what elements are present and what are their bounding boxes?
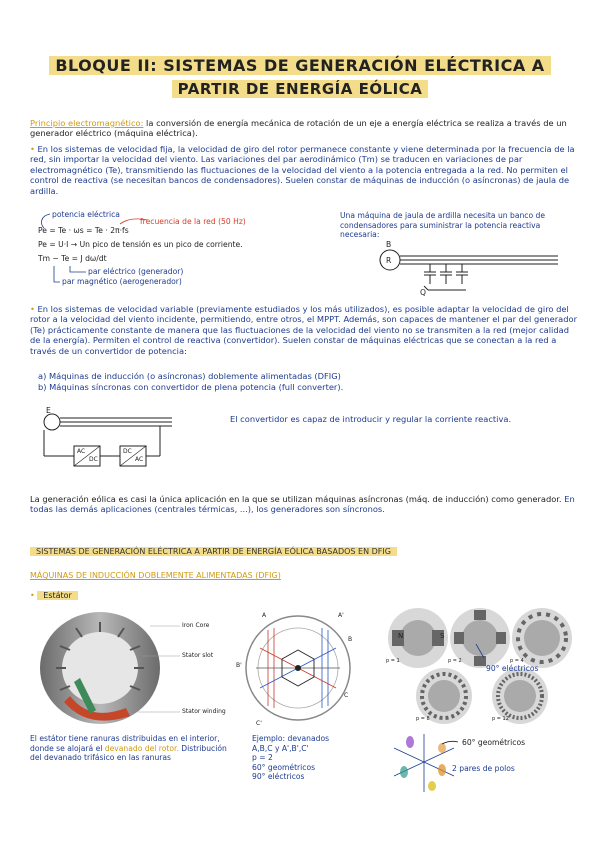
pole-count-12: p = 12 (492, 716, 509, 722)
winding-letter-b: B (348, 636, 353, 643)
intro-label: Principio electromagnético: (30, 118, 144, 128)
circuit-r-label: R (386, 256, 392, 265)
asynchronous-paragraph: La generación eólica es casi la única aplicación en la que se utilizan máquinas asíncronas (máq. de inducción) como generador. En todas las demás aplicaciones (centrales térmicas, ...), los generadores son síncronos. (30, 494, 575, 515)
pole-count-2: p = 2 (448, 658, 462, 664)
page-subtitle: PARTIR DE ENERGÍA EÓLICA (0, 80, 600, 98)
electric-degrees-label: 90° eléctricos (486, 664, 539, 673)
par-electrico-label: par eléctrico (generador) (88, 267, 184, 276)
converter-ac-left: AC (77, 448, 86, 455)
equation-2: Pe = U·I → Un pico de tensión es un pico de corriente. (38, 240, 243, 249)
pole-s-label: S (440, 632, 445, 640)
pole-n-label: N (398, 632, 404, 640)
potencia-label: potencia eléctrica (52, 210, 120, 219)
stator-label: • Estátor (30, 591, 78, 601)
converter-diagram (38, 400, 178, 475)
page-title: BLOQUE II: SISTEMAS DE GENERACIÓN ELÉCTRICA A (0, 56, 600, 75)
squirrel-note: Una máquina de jaula de ardilla necesita un banco de condensadores para suministrar la potencia reactiva necesaria: (340, 211, 546, 240)
fixed-speed-text: En los sistemas de velocidad fija, la velocidad de giro del rotor permanece constante y viene determinada por la frecuencia de la red, sin importar la velocidad del viento. Las variaciones del par aerodinámico (Tm) se traducen en variaciones de par electromagnético (Te), transmitiendo las fluctuaciones de la velocidad del viento a la potencia entregada a la red. No permiten el control de reactiva (se necesitan bancos de condensadores). Suelen constar de máquinas de inducción (o asíncronas) de jaula de ardilla. (30, 144, 575, 196)
par-magnetico-label: par magnético (aerogenerador) (62, 277, 182, 286)
variable-speed-text: En los sistemas de velocidad variable (previamente estudiados y los más utilizados), es posible adaptar la velocidad de giro del rotor a la velocidad del viento incidente, permitiendo, entre otros, el MPPT. Además, son capaces de mantener el par del generador (Te) prácticamente constante de manera que las fluctuaciones de la velocidad del viento no se transmiten a la red (mejor calidad de la energía). Permiten el control de reactiva (convertidor). Suelen constar de máquinas eléctricas que se conectan a la red a través de un convertidor de potencia: (30, 304, 577, 356)
section-heading: SISTEMAS DE GENERACIÓN ELÉCTRICA A PARTIR DE ENERGÍA EÓLICA BASADOS EN DFIG (30, 547, 397, 556)
iron-core-label: Iron Core (182, 622, 210, 629)
pole-diagrams (384, 604, 580, 728)
stator-winding-label: Stator winding (182, 708, 226, 715)
winding-letter-c-prime: C' (256, 720, 262, 727)
converter-ac-right: AC (135, 456, 144, 463)
frecuencia-label: frecuencia de la red (50 Hz) (140, 217, 246, 226)
geometric-degrees-sketch (384, 728, 464, 798)
item-a: a) Máquinas de inducción (o asíncronas) doblemente alimentadas (DFIG) (38, 371, 341, 381)
pole-count-8: p = 8 (416, 716, 430, 722)
capacitor-bank-diagram (368, 232, 568, 302)
converter-e-label: E (46, 406, 51, 415)
frecuencia-arrow (118, 214, 158, 228)
stator-slot-label: Stator slot (182, 652, 214, 659)
item-b: b) Máquinas síncronas con convertidor de plena potencia (full converter). (38, 382, 344, 392)
intro-paragraph (30, 118, 575, 139)
intro-text: la conversión de energía mecánica de rotación de un eje a energía eléctrica se realiza a través de un generador eléctrico (máquina eléctrica). (30, 118, 567, 139)
converter-dc-right: DC (123, 448, 132, 455)
pole-pairs-label: 2 pares de polos (452, 764, 515, 773)
circuit-b-label: B (386, 240, 392, 249)
winding-letter-a: A (262, 612, 267, 619)
pole-count-4: p = 4 (510, 658, 524, 664)
converter-note: El convertidor es capaz de introducir y regular la corriente reactiva. (230, 414, 512, 424)
winding-letter-b-prime: B' (236, 662, 242, 669)
winding-letter-c: C (344, 692, 349, 699)
geometric-degrees-label: 60° geométricos (462, 738, 526, 747)
circuit-q-label: Q (420, 288, 426, 297)
equation-1: Pe = Te · ωs = Te · 2π·fs (38, 226, 129, 235)
variable-speed-paragraph: • En los sistemas de velocidad variable (previamente estudiados y los más utilizados), es posible adaptar la velocidad de giro del rotor a la velocidad del viento incidente, permitiendo, entre otros, el MPPT. Además, son capaces de mantener el par del generador (Te) prácticamente constante de manera que las fluctuaciones de la velocidad del viento no se transmiten a la red (mejor calidad de la energía). Permiten el control de reactiva (convertidor). Suelen constar de máquinas eléctricas que se conectan a la red a través de un convertidor de potencia: (30, 304, 577, 356)
fixed-speed-paragraph: • En los sistemas de velocidad fija, la velocidad de giro del rotor permanece constante y viene determinada por la frecuencia de la red, sin importar la velocidad del viento. Las variaciones del par aerodinámico (Tm) se traducen en variaciones de par electromagnético (Te), transmitiendo las fluctuaciones de la velocidad del viento a la potencia entregada a la red. No permiten el control de reactiva (se necesitan bancos de condensadores). Suelen constar de máquinas de inducción (o asíncronas) de jaula de ardilla. (30, 144, 575, 196)
equation-3: Tm − Te = J dω/dt (38, 254, 107, 263)
equation-arrows (30, 208, 90, 288)
stator-note: El estátor tiene ranuras distribuidas en el interior, donde se alojará el devanado del rotor. Distribución del devanado trifásico en las ranuras (30, 734, 227, 763)
converter-dc-left: DC (89, 456, 98, 463)
subsection-heading: MÁQUINAS DE INDUCCIÓN DOBLEMENTE ALIMENTADAS (DFIG) (30, 571, 281, 580)
winding-letter-a-prime: A' (338, 612, 344, 619)
example-note: Ejemplo: devanados A,B,C y A',B',C' p = 2 60° geométricos 90° eléctricos (252, 734, 330, 782)
winding-diagram (238, 608, 358, 728)
pole-count-1: p = 1 (386, 658, 400, 664)
